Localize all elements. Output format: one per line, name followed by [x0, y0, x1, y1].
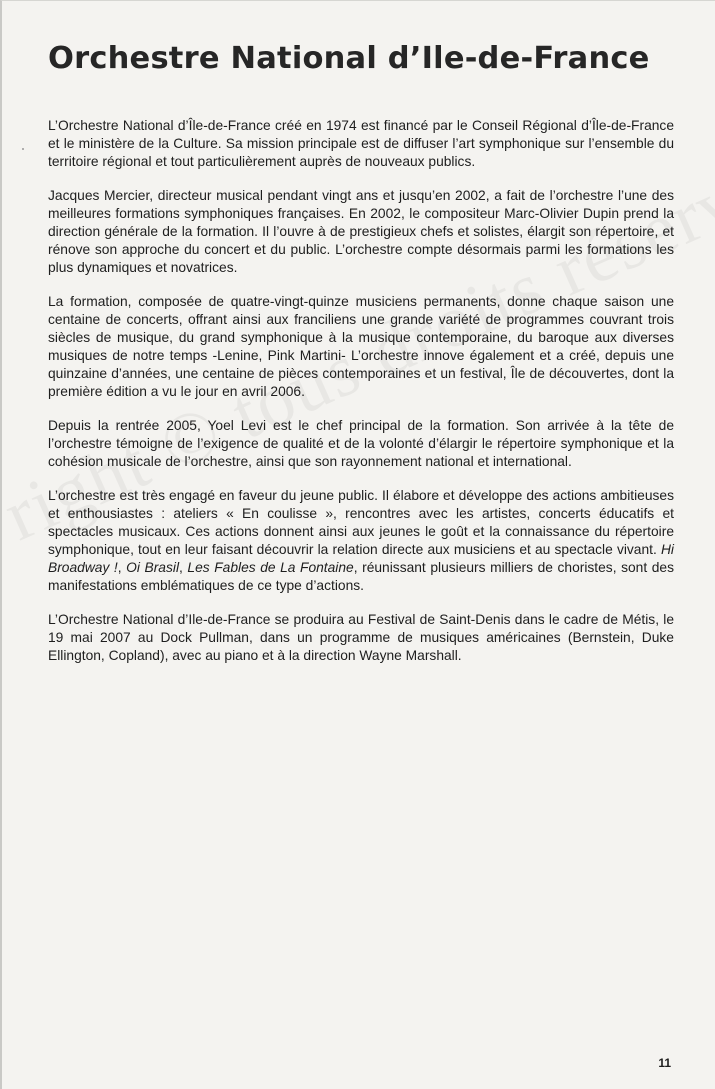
show-title: Oi Brasil [126, 560, 180, 575]
article-body [48, 117, 674, 665]
paragraph-principal-conductor: Depuis la rentrée 2005, Yoel Levi est le chef principal de la formation. Son arrivée à la tête de l’orchestre témoigne de l’exigence de qualité et de la volonté d’élargir le répertoire symphonique et la cohésion musicale de l’orchestre, ainsi que son rayonnement national et international. [48, 418, 674, 469]
show-title: Les Fables de La Fontaine [187, 560, 354, 575]
paragraph-repertoire: La formation, composée de quatre-vingt-quinze musiciens permanents, donne chaque saison une centaine de concerts, offrant ainsi aux franciliens une grande variété de programmes couvrant trois siècles de musique, du grand symphonique à la musique contemporaine, du baroque aux diverses musiques de notre temps -Lenine, Pink Martini- L’orchestre innove également et a créé, depuis une quinzaine d’années, une centaine de pièces contemporaines et un festival, Île de découvertes, dont la première édition a vu le jour en avril 2006. [48, 294, 674, 399]
show-title: Hi Broadway ! [48, 542, 674, 575]
separator: , [117, 560, 127, 575]
separator: , [179, 560, 188, 575]
scan-speck [22, 148, 24, 150]
paragraph-direction: Jacques Mercier, directeur musical pendant vingt ans et jusqu’en 2002, a fait de l’orchestre l’une des meilleures formations symphoniques françaises. En 2002, le compositeur Marc-Olivier Dupin prend la direction générale de la formation. Il l’ouvre à de prestigieux chefs et solistes, élargit son répertoire, et rénove son approche du concert et du public. L’orchestre compte désormais parmi les formations les plus dynamiques et novatrices. [48, 188, 674, 275]
paragraph-text: L’orchestre est très engagé en faveur du jeune public. Il élabore et développe des actions ambitieuses et enthousiastes : ateliers « En coulisse », rencontres avec les artistes, concerts éducatifs et spectacles musicaux. Ces actions donnent ainsi aux jeunes le goût et la connaissance du répertoire symphonique, tout en leur faisant découvrir la relation directe aux musiciens et au spectacle vivant. [48, 488, 674, 557]
page-number: 11 [658, 1056, 671, 1070]
paragraph-young-audience [48, 487, 674, 595]
paragraph-festival: L’Orchestre National d’Ile-de-France se produira au Festival de Saint-Denis dans le cadre de Métis, le 19 mai 2007 au Dock Pullman, dans un programme de musiques américaines (Bernstein, Duke Ellington, Copland), avec au piano et à la direction Wayne Marshall. [48, 612, 674, 663]
paragraph-text: , réunissant plusieurs milliers de choristes, sont des manifestations emblématiques de ce type d’actions. [48, 560, 674, 593]
paragraph-history: L’Orchestre National d’Île-de-France créé en 1974 est financé par le Conseil Régional d’Île-de-France et le ministère de la Culture. Sa mission principale est de diffuser l’art symphonique sur l’ensemble du territoire régional et tout particulièrement auprès de nouveaux publics. [48, 118, 674, 169]
page-title: Orchestre National d’Ile-de-France [48, 41, 650, 76]
